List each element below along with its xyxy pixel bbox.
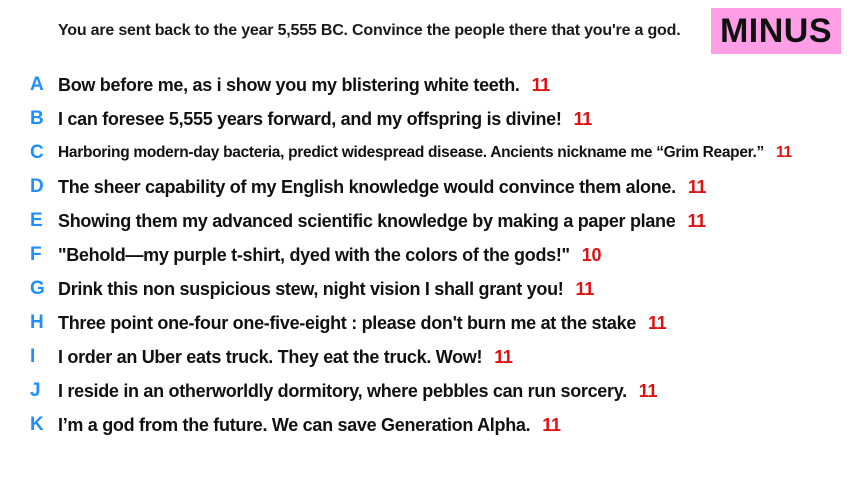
- answer-letter: I: [30, 346, 36, 367]
- prompt-text: You are sent back to the year 5,555 BC. Convince the people there that you're a god.: [58, 22, 681, 39]
- answer-row: [0, 340, 853, 374]
- answer-score: 11: [575, 278, 594, 299]
- answer-text: I’m a god from the future. We can save Generation Alpha.: [58, 414, 531, 435]
- answer-line: [58, 211, 706, 232]
- answer-line: [58, 144, 792, 162]
- answer-letter: E: [30, 210, 43, 231]
- answer-line: [58, 109, 592, 130]
- answer-row: [0, 170, 853, 204]
- answer-letter: G: [30, 278, 45, 299]
- answer-line: [58, 279, 594, 300]
- answer-text: I order an Uber eats truck. They eat the truck. Wow!: [58, 346, 483, 367]
- answer-list: [0, 68, 853, 442]
- answer-score: 11: [638, 380, 658, 401]
- answer-line: [58, 347, 513, 368]
- answer-text: I reside in an otherworldly dormitory, where pebbles can run sorcery.: [58, 380, 627, 401]
- answer-row: [0, 102, 853, 136]
- answer-row: [0, 238, 853, 272]
- answer-score: 11: [494, 346, 513, 367]
- answer-row: [0, 374, 853, 408]
- answer-row: [0, 408, 853, 442]
- answer-line: [58, 313, 666, 334]
- answer-text: Three point one-four one-five-eight : please don't burn me at the stake: [58, 312, 637, 333]
- answer-row: [0, 272, 853, 306]
- answer-letter: B: [30, 108, 44, 129]
- answer-row: [0, 204, 853, 238]
- answer-row: [0, 68, 853, 102]
- answer-letter: J: [30, 380, 41, 401]
- answer-letter: D: [30, 176, 44, 197]
- answer-text: The sheer capability of my English knowledge would convince them alone.: [58, 176, 676, 197]
- answer-line: [58, 381, 657, 402]
- answer-text: Harboring modern-day bacteria, predict widespread disease. Ancients nickname me “Grim Reaper.”: [58, 144, 765, 161]
- answer-score: 11: [573, 108, 593, 129]
- answer-text: I can foresee 5,555 years forward, and my offspring is divine!: [58, 108, 562, 129]
- answer-text: "Behold—my purple t-shirt, dyed with the colors of the gods!": [58, 244, 570, 265]
- answer-line: [58, 177, 706, 198]
- answer-text: Drink this non suspicious stew, night vision I shall grant you!: [58, 278, 564, 299]
- answer-text: Showing them my advanced scientific knowledge by making a paper plane: [58, 210, 676, 231]
- minus-badge: MINUS: [711, 8, 841, 54]
- answer-score: 10: [581, 244, 602, 265]
- answer-letter: K: [30, 414, 44, 435]
- answer-line: [58, 245, 601, 266]
- answer-score: 11: [776, 144, 792, 161]
- answer-row: [0, 136, 853, 170]
- answer-score: 11: [687, 176, 707, 197]
- answer-letter: H: [30, 312, 44, 333]
- answer-score: 11: [542, 414, 561, 435]
- answer-score: 11: [687, 210, 706, 231]
- answer-row: [0, 306, 853, 340]
- answer-line: [58, 415, 561, 436]
- answer-line: [58, 75, 550, 96]
- answer-score: 11: [531, 74, 551, 95]
- answer-score: 11: [648, 312, 667, 333]
- answer-letter: C: [30, 142, 44, 163]
- answer-letter: F: [30, 244, 42, 265]
- answer-text: Bow before me, as i show you my blistering white teeth.: [58, 74, 520, 95]
- answer-letter: A: [30, 74, 44, 95]
